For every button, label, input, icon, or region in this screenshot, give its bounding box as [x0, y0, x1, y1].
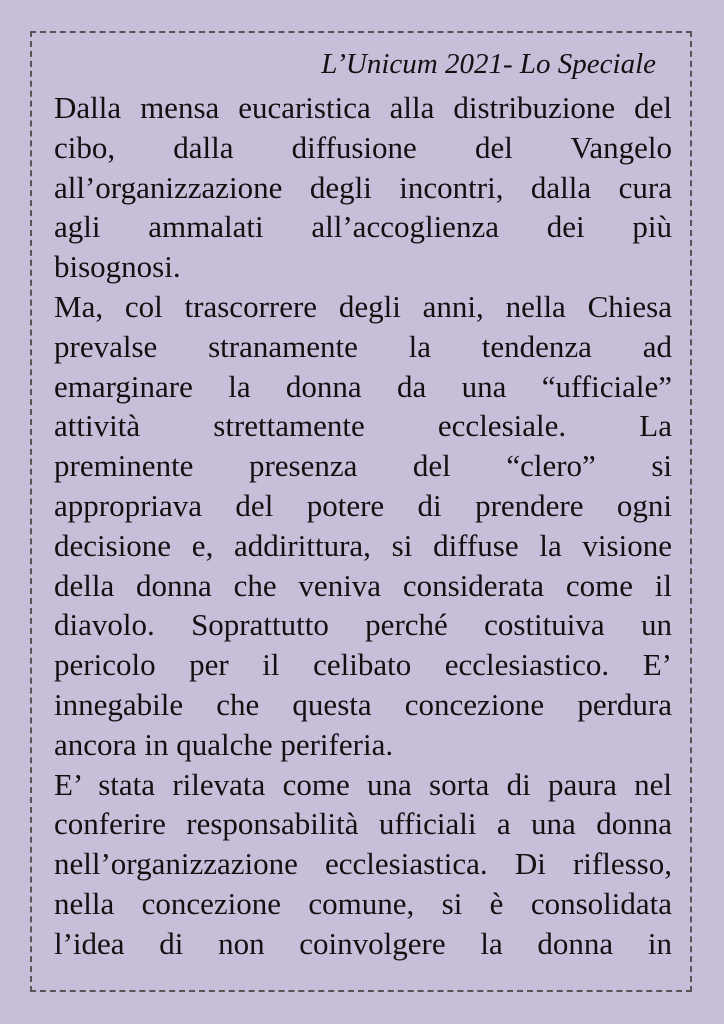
text-line: appropriava del potere di prendere ogni: [54, 487, 672, 523]
text-line: cibo, dalla diffusione del Vangelo: [54, 129, 672, 165]
text-line: agli ammalati all’accoglienza dei più: [54, 209, 672, 245]
text-line: nell’organizzazione ecclesiastica. Di riflesso,: [54, 846, 672, 882]
text-line: nella concezione comune, si è consolidata: [54, 885, 672, 921]
text-line: Ma, col trascorrere degli anni, nella Chiesa: [54, 288, 672, 324]
text-line: l’idea di non coinvolgere la donna in: [54, 925, 672, 961]
paragraph-1: [54, 88, 672, 287]
text-line: bisognosi.: [54, 249, 181, 285]
text-line: all’organizzazione degli incontri, dalla cura: [54, 169, 672, 205]
text-line: innegabile che questa concezione perdura: [54, 686, 672, 722]
text-line: pericolo per il celibato ecclesiastico. E’: [54, 647, 672, 683]
text-line: decisione e, addirittura, si diffuse la visione: [54, 527, 672, 563]
text-line: preminente presenza del “clero” si: [54, 448, 672, 484]
article-body: [54, 88, 672, 964]
text-line: emarginare la donna da una “ufficiale”: [54, 368, 672, 404]
text-line: conferire responsabilità ufficiali a una donna: [54, 806, 672, 842]
text-line: prevalse stranamente la tendenza ad: [54, 328, 672, 364]
paragraph-2: [54, 287, 672, 765]
paragraph-3: [54, 765, 672, 964]
text-line: diavolo. Soprattutto perché costituiva un: [54, 607, 672, 643]
text-line: attività strettamente ecclesiale. La: [54, 408, 672, 444]
running-header: L’Unicum 2021- Lo Speciale: [321, 48, 656, 80]
text-line: E’ stata rilevata come una sorta di paura nel: [54, 766, 672, 802]
text-line: ancora in qualche periferia.: [54, 726, 394, 762]
text-line: Dalla mensa eucaristica alla distribuzione del: [54, 90, 672, 125]
text-line: della donna che veniva considerata come il: [54, 567, 672, 603]
